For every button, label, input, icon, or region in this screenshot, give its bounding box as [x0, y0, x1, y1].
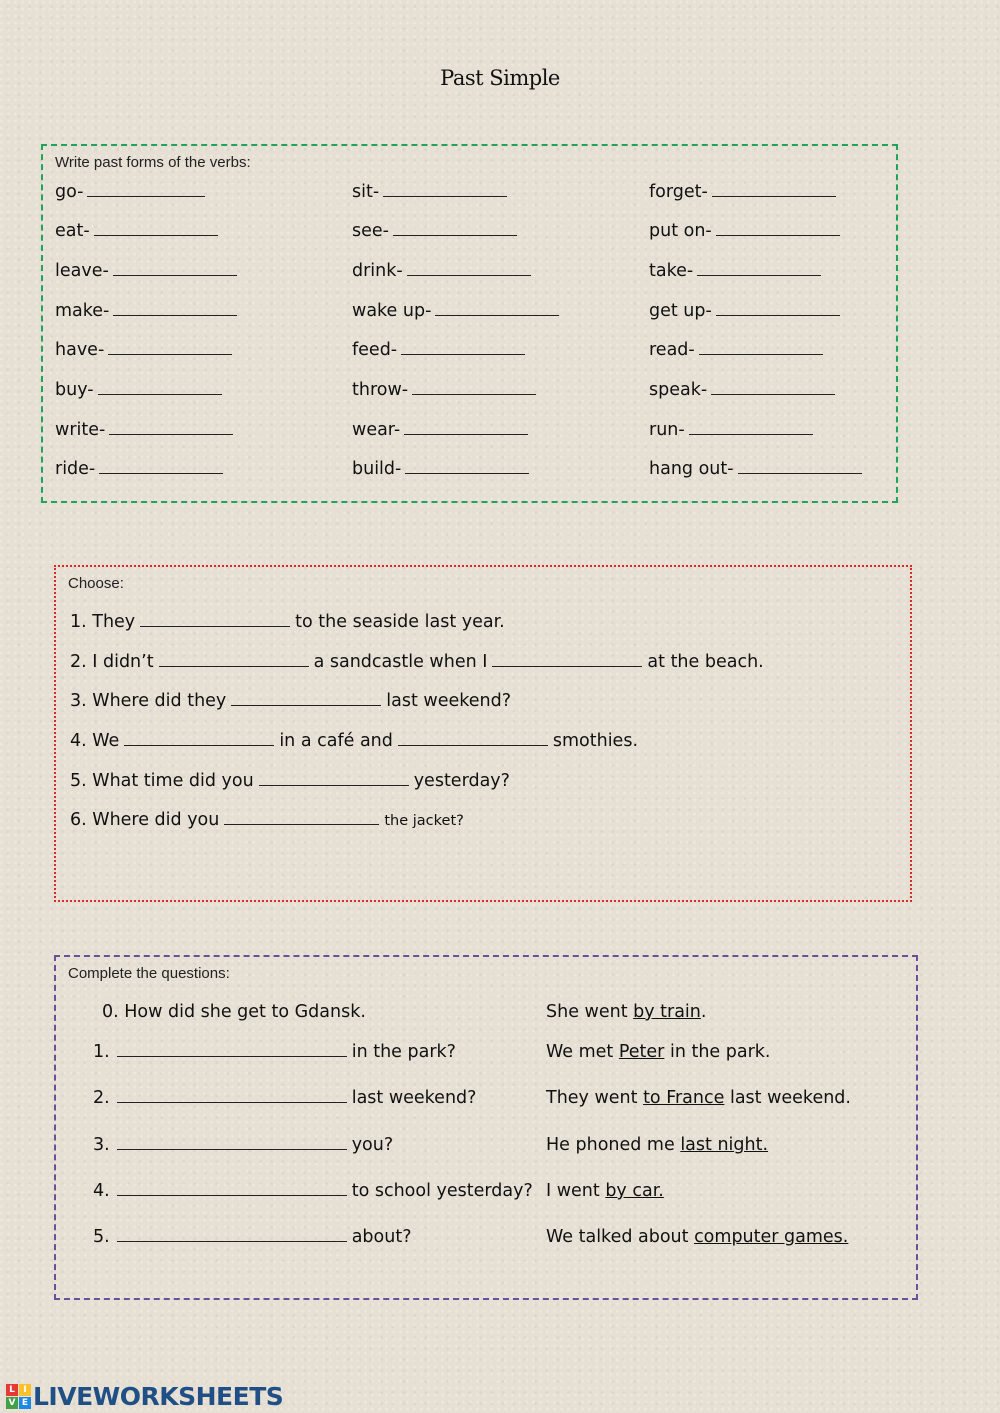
verbs-instruction: Write past forms of the verbs: — [55, 154, 251, 171]
question-5: 5. about? — [93, 1227, 412, 1247]
answer-blank[interactable] — [699, 340, 823, 355]
answer-blank[interactable] — [435, 301, 559, 316]
questions-instruction: Complete the questions: — [68, 965, 230, 982]
answer-1: We met Peter in the park. — [546, 1042, 771, 1062]
answer-blank[interactable] — [259, 771, 409, 786]
brand-name: LIVEWORKSHEETS — [33, 1381, 284, 1411]
choose-section — [54, 565, 912, 902]
answer-blank[interactable] — [383, 182, 507, 197]
verb-item: feed- — [352, 340, 525, 360]
verb-item: put on- — [649, 221, 840, 241]
answer-blank[interactable] — [124, 731, 274, 746]
verb-item: hang out- — [649, 459, 862, 479]
sentence-4: 4. We in a café and smothies. — [70, 731, 639, 751]
answer-blank[interactable] — [716, 221, 840, 236]
answer-blank[interactable] — [109, 420, 233, 435]
example-answer: She went by train. — [546, 1002, 707, 1022]
answer-blank[interactable] — [98, 380, 222, 395]
sentence-3: 3. Where did they last weekend? — [70, 691, 512, 711]
verb-item: see- — [352, 221, 517, 241]
verb-item: build- — [352, 459, 529, 479]
page-title: Past Simple — [440, 66, 560, 90]
verb-item: drink- — [352, 261, 531, 281]
answer-blank[interactable] — [140, 612, 290, 627]
sentence-1: 1. They to the seaside last year. — [70, 612, 505, 632]
answer-blank[interactable] — [117, 1135, 347, 1150]
liveworksheets-logo[interactable] — [6, 1381, 283, 1411]
verb-item: throw- — [352, 380, 536, 400]
verb-item: wear- — [352, 420, 528, 440]
sentence-2: 2. I didn’t a sandcastle when I at the beach. — [70, 652, 764, 672]
answer-blank[interactable] — [159, 652, 309, 667]
question-1: 1. in the park? — [93, 1042, 456, 1062]
answer-blank[interactable] — [689, 420, 813, 435]
answer-blank[interactable] — [405, 459, 529, 474]
answer-blank[interactable] — [117, 1181, 347, 1196]
answer-blank[interactable] — [738, 459, 862, 474]
answer-blank[interactable] — [117, 1042, 347, 1057]
verb-item: forget- — [649, 182, 836, 202]
answer-5: We talked about computer games. — [546, 1227, 849, 1247]
verb-item: buy- — [55, 380, 222, 400]
question-3: 3. you? — [93, 1135, 394, 1155]
answer-blank[interactable] — [401, 340, 525, 355]
logo-mark-icon: L I V E — [6, 1384, 31, 1409]
answer-blank[interactable] — [117, 1227, 347, 1242]
answer-blank[interactable] — [712, 182, 836, 197]
verb-item: write- — [55, 420, 233, 440]
answer-blank[interactable] — [393, 221, 517, 236]
answer-blank[interactable] — [231, 691, 381, 706]
answer-blank[interactable] — [404, 420, 528, 435]
sentence-6: 6. Where did you the jacket? — [70, 810, 464, 830]
answer-3: He phoned me last night. — [546, 1135, 769, 1155]
verb-item: run- — [649, 420, 813, 440]
answer-blank[interactable] — [697, 261, 821, 276]
answer-blank[interactable] — [99, 459, 223, 474]
question-4: 4. to school yesterday? — [93, 1181, 533, 1201]
verbs-section — [41, 144, 898, 503]
answer-4: I went by car. — [546, 1181, 664, 1201]
verb-item: make- — [55, 301, 237, 321]
verb-item: get up- — [649, 301, 840, 321]
answer-blank[interactable] — [398, 731, 548, 746]
verb-item: go- — [55, 182, 205, 202]
verb-item: eat- — [55, 221, 218, 241]
verb-item: wake up- — [352, 301, 559, 321]
verb-item: have- — [55, 340, 232, 360]
answer-blank[interactable] — [108, 340, 232, 355]
answer-blank[interactable] — [87, 182, 205, 197]
answer-blank[interactable] — [412, 380, 536, 395]
choose-instruction: Choose: — [68, 575, 124, 592]
verb-item: leave- — [55, 261, 237, 281]
question-2: 2. last weekend? — [93, 1088, 477, 1108]
answer-blank[interactable] — [711, 380, 835, 395]
answer-blank[interactable] — [407, 261, 531, 276]
answer-2: They went to France last weekend. — [546, 1088, 851, 1108]
answer-blank[interactable] — [224, 810, 379, 825]
verb-item: sit- — [352, 182, 507, 202]
verb-item: speak- — [649, 380, 835, 400]
answer-blank[interactable] — [113, 261, 237, 276]
answer-blank[interactable] — [716, 301, 840, 316]
answer-blank[interactable] — [117, 1088, 347, 1103]
answer-blank[interactable] — [94, 221, 218, 236]
verb-item: read- — [649, 340, 823, 360]
example-question: 0. How did she get to Gdansk. — [102, 1002, 366, 1022]
answer-blank[interactable] — [492, 652, 642, 667]
questions-section — [54, 955, 918, 1300]
answer-blank[interactable] — [113, 301, 237, 316]
verb-item: take- — [649, 261, 821, 281]
sentence-5: 5. What time did you yesterday? — [70, 771, 510, 791]
verb-item: ride- — [55, 459, 223, 479]
